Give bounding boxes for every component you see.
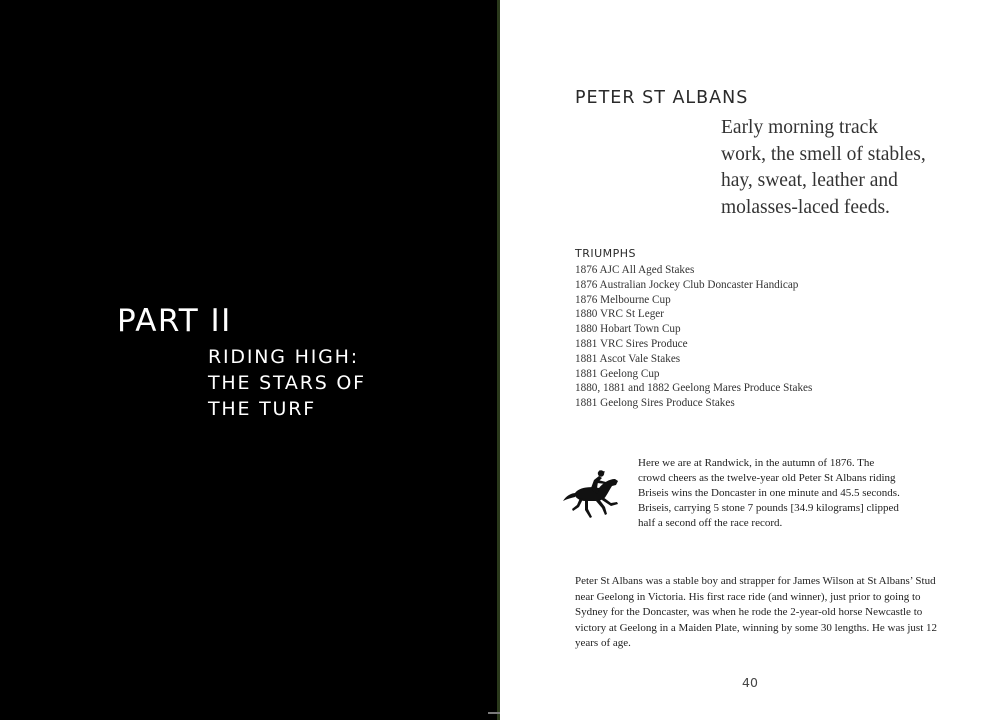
part-number: PART II	[117, 303, 232, 339]
intro-line: half a second off the race record.	[638, 517, 783, 529]
chapter-title: PETER ST ALBANS	[575, 88, 749, 108]
triumphs-section	[575, 246, 812, 411]
part-title-line: THE STARS OF	[208, 372, 366, 394]
racehorse-jockey-icon	[561, 467, 623, 519]
body-paragraph	[575, 574, 937, 652]
intro-paragraph	[638, 456, 900, 531]
intro-line: Briseis, carrying 5 stone 7 pounds [34.9 kilograms] clipped	[638, 502, 899, 514]
part-title	[208, 344, 366, 422]
triumph-item: 1880 VRC St Leger	[575, 308, 664, 321]
intro-line: Here we are at Randwick, in the autumn of 1876. The	[638, 457, 875, 469]
body-line: Peter St Albans was a stable boy and strapper for James Wilson at St Albans’ Stud	[575, 575, 936, 587]
intro-line: crowd cheers as the twelve-year old Peter St Albans riding	[638, 472, 896, 484]
epigraph-line: hay, sweat, leather and	[721, 170, 898, 191]
epigraph-line: molasses-laced feeds.	[721, 196, 890, 218]
epigraph-line: work, the smell of stables,	[721, 143, 926, 165]
body-line: years of age.	[575, 637, 631, 649]
page-number: 40	[742, 675, 758, 690]
body-line: Sydney for the Doncaster, was when he rode the 2-year-old horse Newcastle to	[575, 606, 923, 618]
triumph-item: 1881 Ascot Vale Stakes	[575, 352, 681, 365]
epigraph	[721, 115, 926, 221]
triumphs-heading: TRIUMPHS	[575, 247, 637, 260]
body-line: victory at Geelong in a Maiden Plate, winning by some 30 lengths. He was just 12	[575, 621, 938, 634]
triumphs-list	[575, 263, 812, 411]
triumph-item: 1881 Geelong Sires Produce Stakes	[575, 397, 735, 410]
triumph-item: 1876 Australian Jockey Club Doncaster Handicap	[575, 278, 799, 291]
page-number-row	[0, 675, 1000, 691]
triumph-item: 1876 Melbourne Cup	[575, 293, 671, 306]
triumph-item: 1880, 1881 and 1882 Geelong Mares Produce Stakes	[575, 382, 813, 395]
body-line: near Geelong in Victoria. His first race ride (and winner), just prior to going to	[575, 590, 921, 603]
epigraph-line: Early morning track	[721, 117, 879, 138]
intro-line: Briseis wins the Doncaster in one minute and 45.5 seconds.	[638, 487, 900, 499]
triumph-item: 1880 Hobart Town Cup	[575, 323, 681, 336]
triumph-item: 1881 VRC Sires Produce	[575, 337, 688, 350]
part-title-line: THE TURF	[208, 398, 316, 420]
part-title-line: RIDING HIGH:	[208, 346, 359, 368]
left-page	[0, 0, 497, 720]
triumph-item: 1881 Geelong Cup	[575, 367, 660, 380]
triumph-item: 1876 AJC All Aged Stakes	[575, 264, 695, 276]
